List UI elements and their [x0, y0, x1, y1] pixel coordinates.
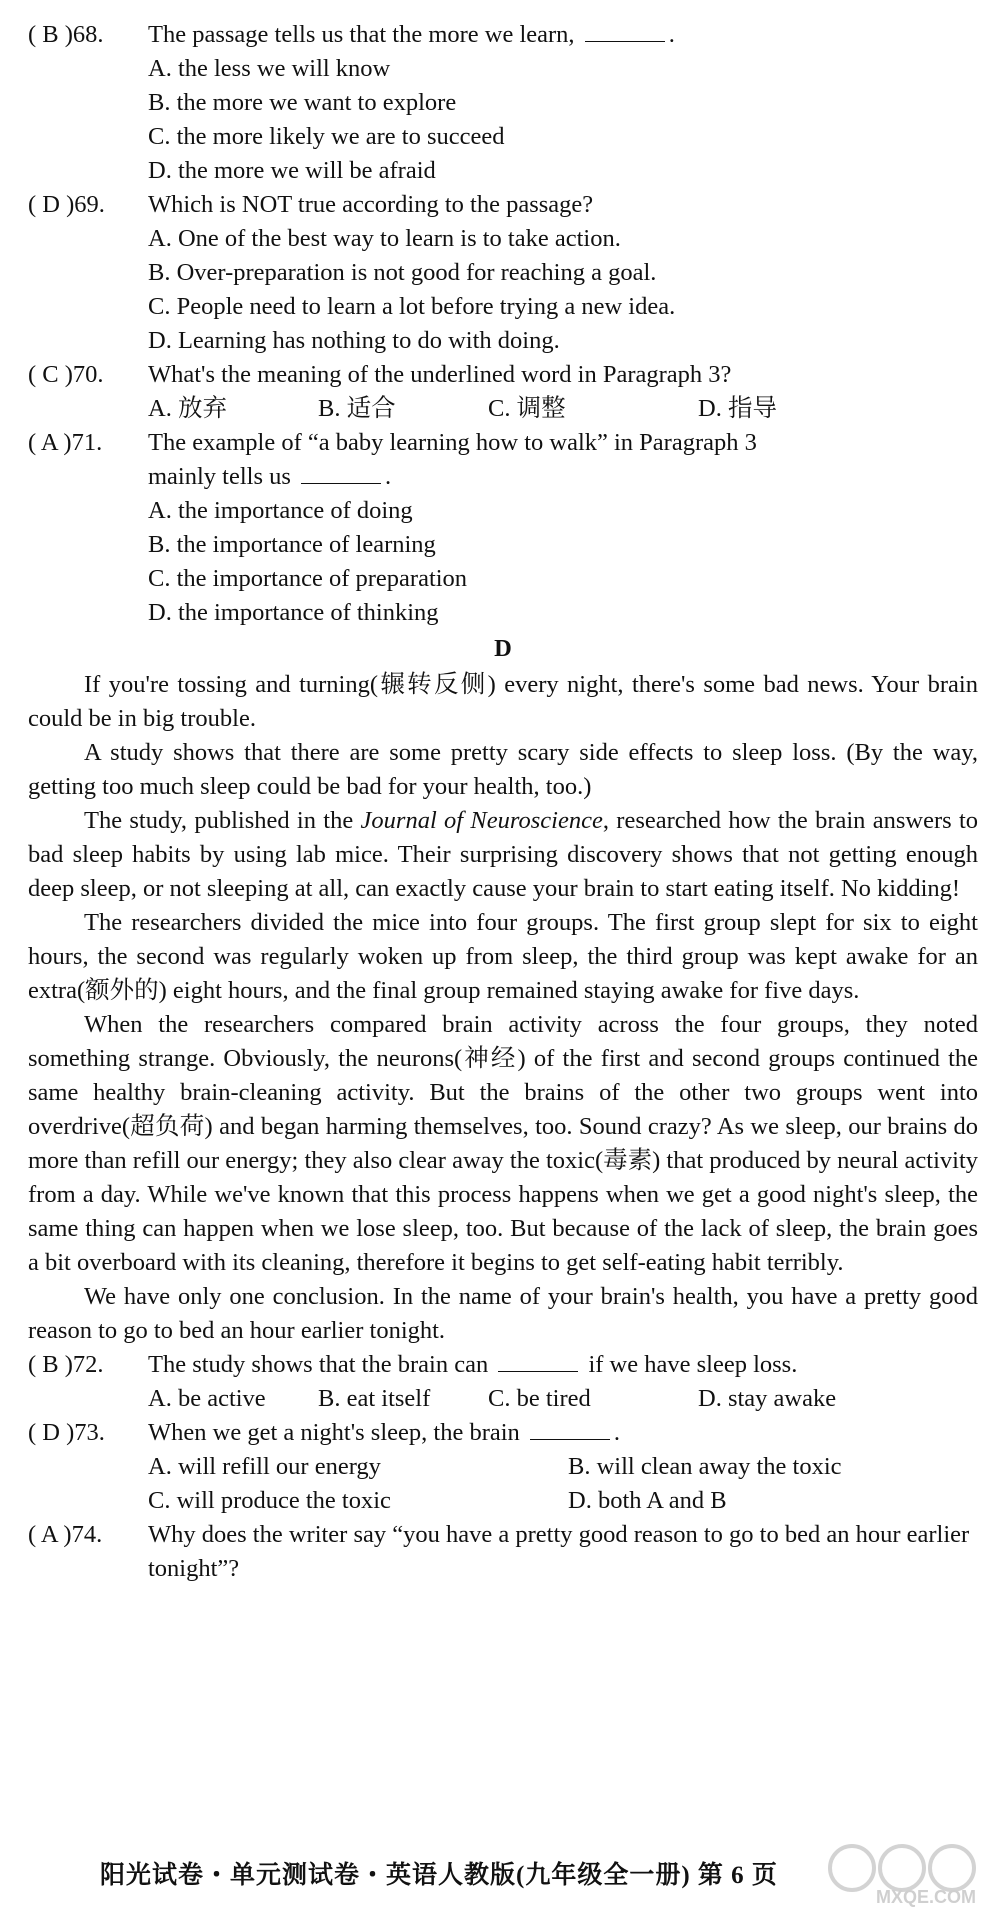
question-73	[28, 1416, 978, 1450]
answer-73: ( D )73.	[28, 1419, 105, 1446]
question-68-option-d: D. the more we will be afraid	[148, 157, 436, 184]
question-69-option-b: B. Over-preparation is not good for reaching a goal.	[148, 259, 657, 286]
watermark	[812, 1838, 982, 1910]
answer-68: ( B )68.	[28, 21, 104, 48]
section-title: D	[494, 635, 512, 662]
question-70-option-c: C. 调整	[488, 395, 566, 422]
question-69-option-a: A. One of the best way to learn is to take action.	[148, 225, 621, 252]
question-68	[28, 18, 978, 52]
passage-paragraph-4: The researchers divided the mice into four groups. The first group slept for six to eight hours, the second was regularly woken up from sleep, the third group was kept awake for an extra(额外的) eight hours, and the final group remained staying awake for five days.	[28, 909, 978, 1004]
page-footer: 阳光试卷・单元测试卷・英语人教版(九年级全一册) 第 6 页	[100, 1862, 778, 1889]
question-69-option-c: C. People need to learn a lot before trying a new idea.	[148, 293, 676, 320]
question-68-option-a: A. the less we will know	[148, 55, 391, 82]
question-72-options	[28, 1382, 978, 1416]
passage-paragraph-5: When the researchers compared brain activity across the four groups, they noted something strange. Obviously, the neurons(神经) of the first and second groups continued the same healthy brain-cleaning activity. But the brains of the other two groups went into overdrive(超负荷) and began harming themselves, too. Sound crazy? As we sleep, our brains do more than refill our energy; they also clear away the toxic(毒素) that produced by neural activity from a day. While we've known that this process happens when we get a good night's sleep, the same thing can happen when we lose sleep, too. But because of the lack of sleep, the brain goes a bit overboard with its cleaning, therefore it begins to get self-eating habit terribly.	[28, 1011, 978, 1276]
question-69-option-d: D. Learning has nothing to do with doing.	[148, 327, 560, 354]
watermark-text: MXQE.COM	[875, 1887, 976, 1907]
question-71-option-a: A. the importance of doing	[148, 497, 413, 524]
answer-71: ( A )71.	[28, 429, 103, 456]
question-70-option-a: A. 放弃	[148, 395, 227, 422]
question-69-stem: Which is NOT true according to the passage?	[148, 191, 594, 218]
question-71-stem-line-1: The example of “a baby learning how to walk” in Paragraph 3	[148, 429, 757, 456]
question-73-stem: When we get a night's sleep, the brain .	[148, 1419, 621, 1446]
question-73-option-d: D. both A and B	[568, 1487, 727, 1514]
passage-paragraph-3: The study, published in the Journal of Neuroscience, researched how the brain answers to bad sleep habits by using lab mice. Their surprising discovery shows that not getting enough deep sleep, or not sleeping at all, can exactly cause your brain to start eating itself. No kidding!	[28, 807, 979, 902]
passage-paragraph-1: If you're tossing and turning(辗转反侧) every night, there's some bad news. Your brain could be in big trouble.	[28, 671, 978, 732]
question-72-option-b: B. eat itself	[318, 1385, 431, 1412]
question-69	[28, 188, 978, 222]
answer-72: ( B )72.	[28, 1351, 104, 1378]
answer-blank	[530, 1417, 610, 1440]
question-68-stem: The passage tells us that the more we learn, .	[148, 21, 675, 48]
question-72-stem: The study shows that the brain can if we have sleep loss.	[148, 1351, 798, 1378]
answer-74: ( A )74.	[28, 1521, 103, 1548]
answer-blank	[301, 461, 381, 484]
question-71-stem-line-2: mainly tells us .	[148, 463, 392, 490]
question-70-options	[28, 392, 978, 426]
question-68-option-b: B. the more we want to explore	[148, 89, 457, 116]
question-71-option-c: C. the importance of preparation	[148, 565, 468, 592]
journal-name: Journal of Neuroscience	[360, 807, 603, 834]
question-74	[28, 1518, 978, 1586]
question-70-option-b: B. 适合	[318, 395, 396, 422]
question-70-stem: What's the meaning of the underlined word in Paragraph 3?	[148, 361, 732, 388]
question-73-option-b: B. will clean away the toxic	[568, 1453, 842, 1480]
question-70	[28, 358, 978, 392]
question-73-option-c: C. will produce the toxic	[148, 1487, 391, 1514]
question-71	[28, 426, 978, 494]
question-72-option-a: A. be active	[148, 1385, 266, 1412]
question-71-option-d: D. the importance of thinking	[148, 599, 439, 626]
question-74-stem: Why does the writer say “you have a pretty good reason to go to bed an hour earlier tonight”?	[148, 1521, 970, 1582]
answer-blank	[498, 1349, 578, 1372]
question-71-option-b: B. the importance of learning	[148, 531, 436, 558]
question-73-option-a: A. will refill our energy	[148, 1453, 381, 1480]
answer-70: ( C )70.	[28, 361, 104, 388]
question-72	[28, 1348, 978, 1382]
question-72-option-d: D. stay awake	[698, 1385, 837, 1412]
question-68-option-c: C. the more likely we are to succeed	[148, 123, 505, 150]
answer-69: ( D )69.	[28, 191, 105, 218]
passage-paragraph-2: A study shows that there are some pretty scary side effects to sleep loss. (By the way, getting too much sleep could be bad for your health, too.)	[28, 739, 978, 800]
question-70-option-d: D. 指导	[698, 395, 777, 422]
passage-paragraph-6: We have only one conclusion. In the name of your brain's health, you have a pretty good reason to go to bed an hour earlier tonight.	[28, 1283, 978, 1344]
question-72-option-c: C. be tired	[488, 1385, 591, 1412]
question-73-options	[28, 1450, 978, 1518]
answer-blank	[585, 19, 665, 42]
exam-page	[28, 18, 978, 1586]
